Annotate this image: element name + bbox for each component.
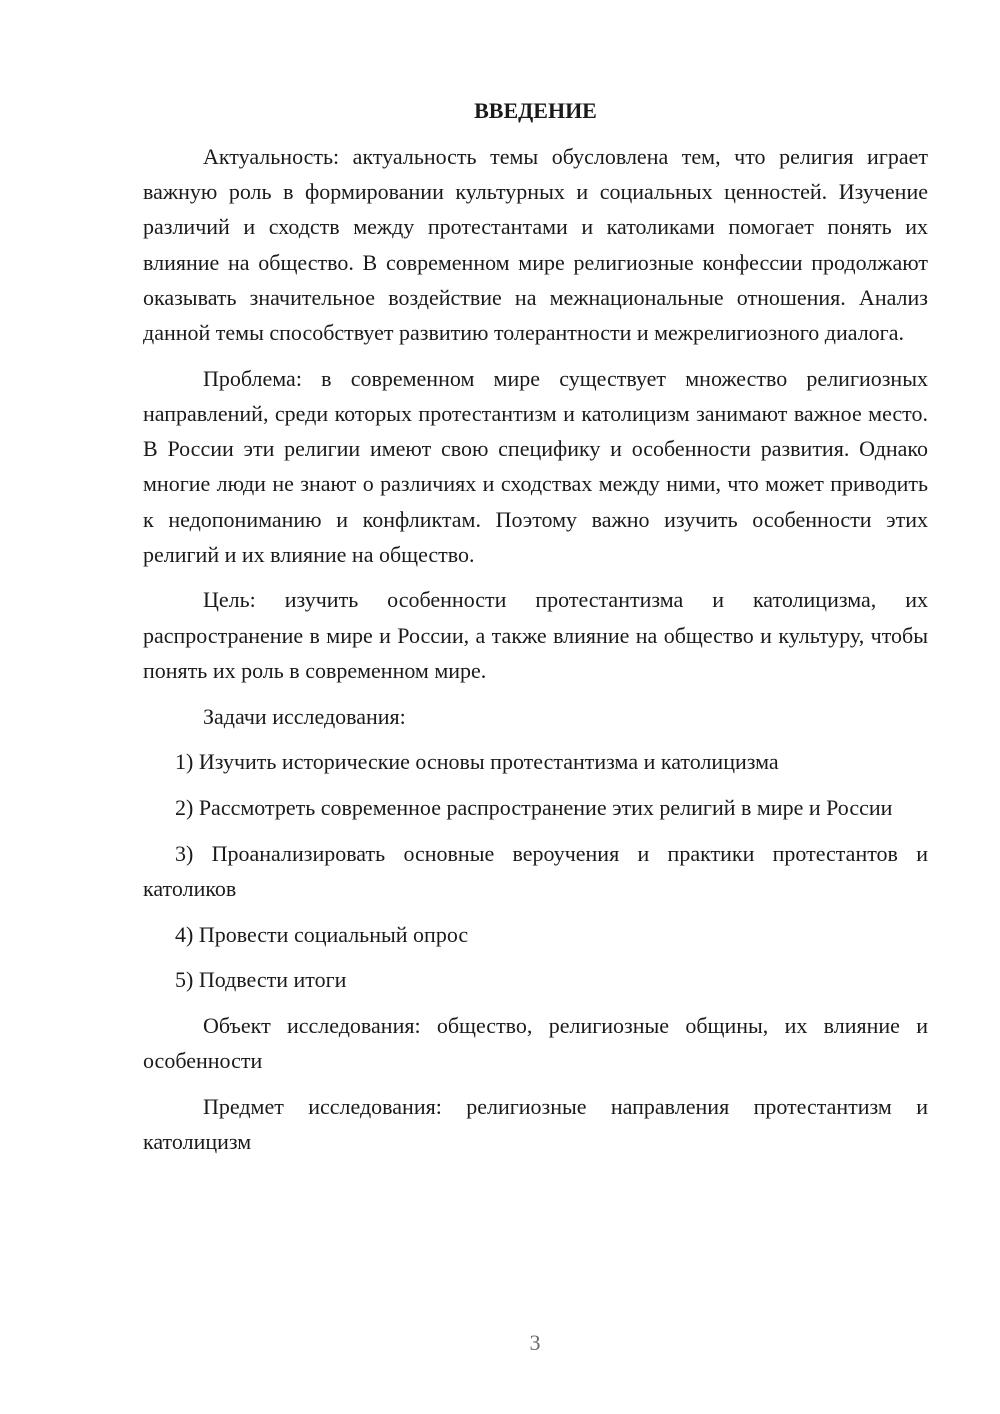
paragraph-goal: Цель: изучить особенности протестантизма и католицизма, их распространение в мире и России, а также влияние на общество и культуру, чтобы понять их роль в современном мире. (143, 587, 928, 683)
task-item-4: 4) Провести социальный опрос (175, 921, 469, 947)
paragraph-object: Объект исследования: общество, религиозные общины, их влияние и особенности (143, 1012, 928, 1074)
paragraph-tasks-title: Задачи исследования: (203, 703, 406, 729)
section-heading: ВВЕДЕНИЕ (474, 98, 597, 123)
task-item-2: 2) Рассмотреть современное распространение этих религий в мире и России (175, 794, 893, 820)
paragraph-relevance: Актуальность: актуальность темы обусловлена тем, что религия играет важную роль в формировании культурных и социальных ценностей. Изучение различий и сходств между протестантами и католиками помогает понять их влияние на общество. В современном мире религиозные конфессии продолжают оказывать значительное воздействие на межнациональные отношения. Анализ данной темы способствует развитию толерантности и межрелигиозного диалога. (143, 144, 928, 346)
task-item-5: 5) Подвести итоги (175, 967, 347, 993)
task-item-3: 3) Проанализировать основные вероучения и практики протестантов и католиков (143, 840, 928, 901)
page-number: 3 (529, 1330, 541, 1355)
paragraph-problem: Проблема: в современном мире существует множество религиозных направлений, среди которых протестантизм и католицизм занимают важное место. В России эти религии имеют свою специфику и особенности развития. Однако многие люди не знают о различиях и сходствах между ними, что может приводить к недопониманию и конфликтам. Поэтому важно изучить особенности этих религий и их влияние на общество. (143, 365, 928, 567)
task-item-1: 1) Изучить исторические основы протестантизма и католицизма (175, 749, 779, 775)
paragraph-subject: Предмет исследования: религиозные направления протестантизм и католицизм (143, 1093, 928, 1155)
document-page (143, 93, 928, 1170)
